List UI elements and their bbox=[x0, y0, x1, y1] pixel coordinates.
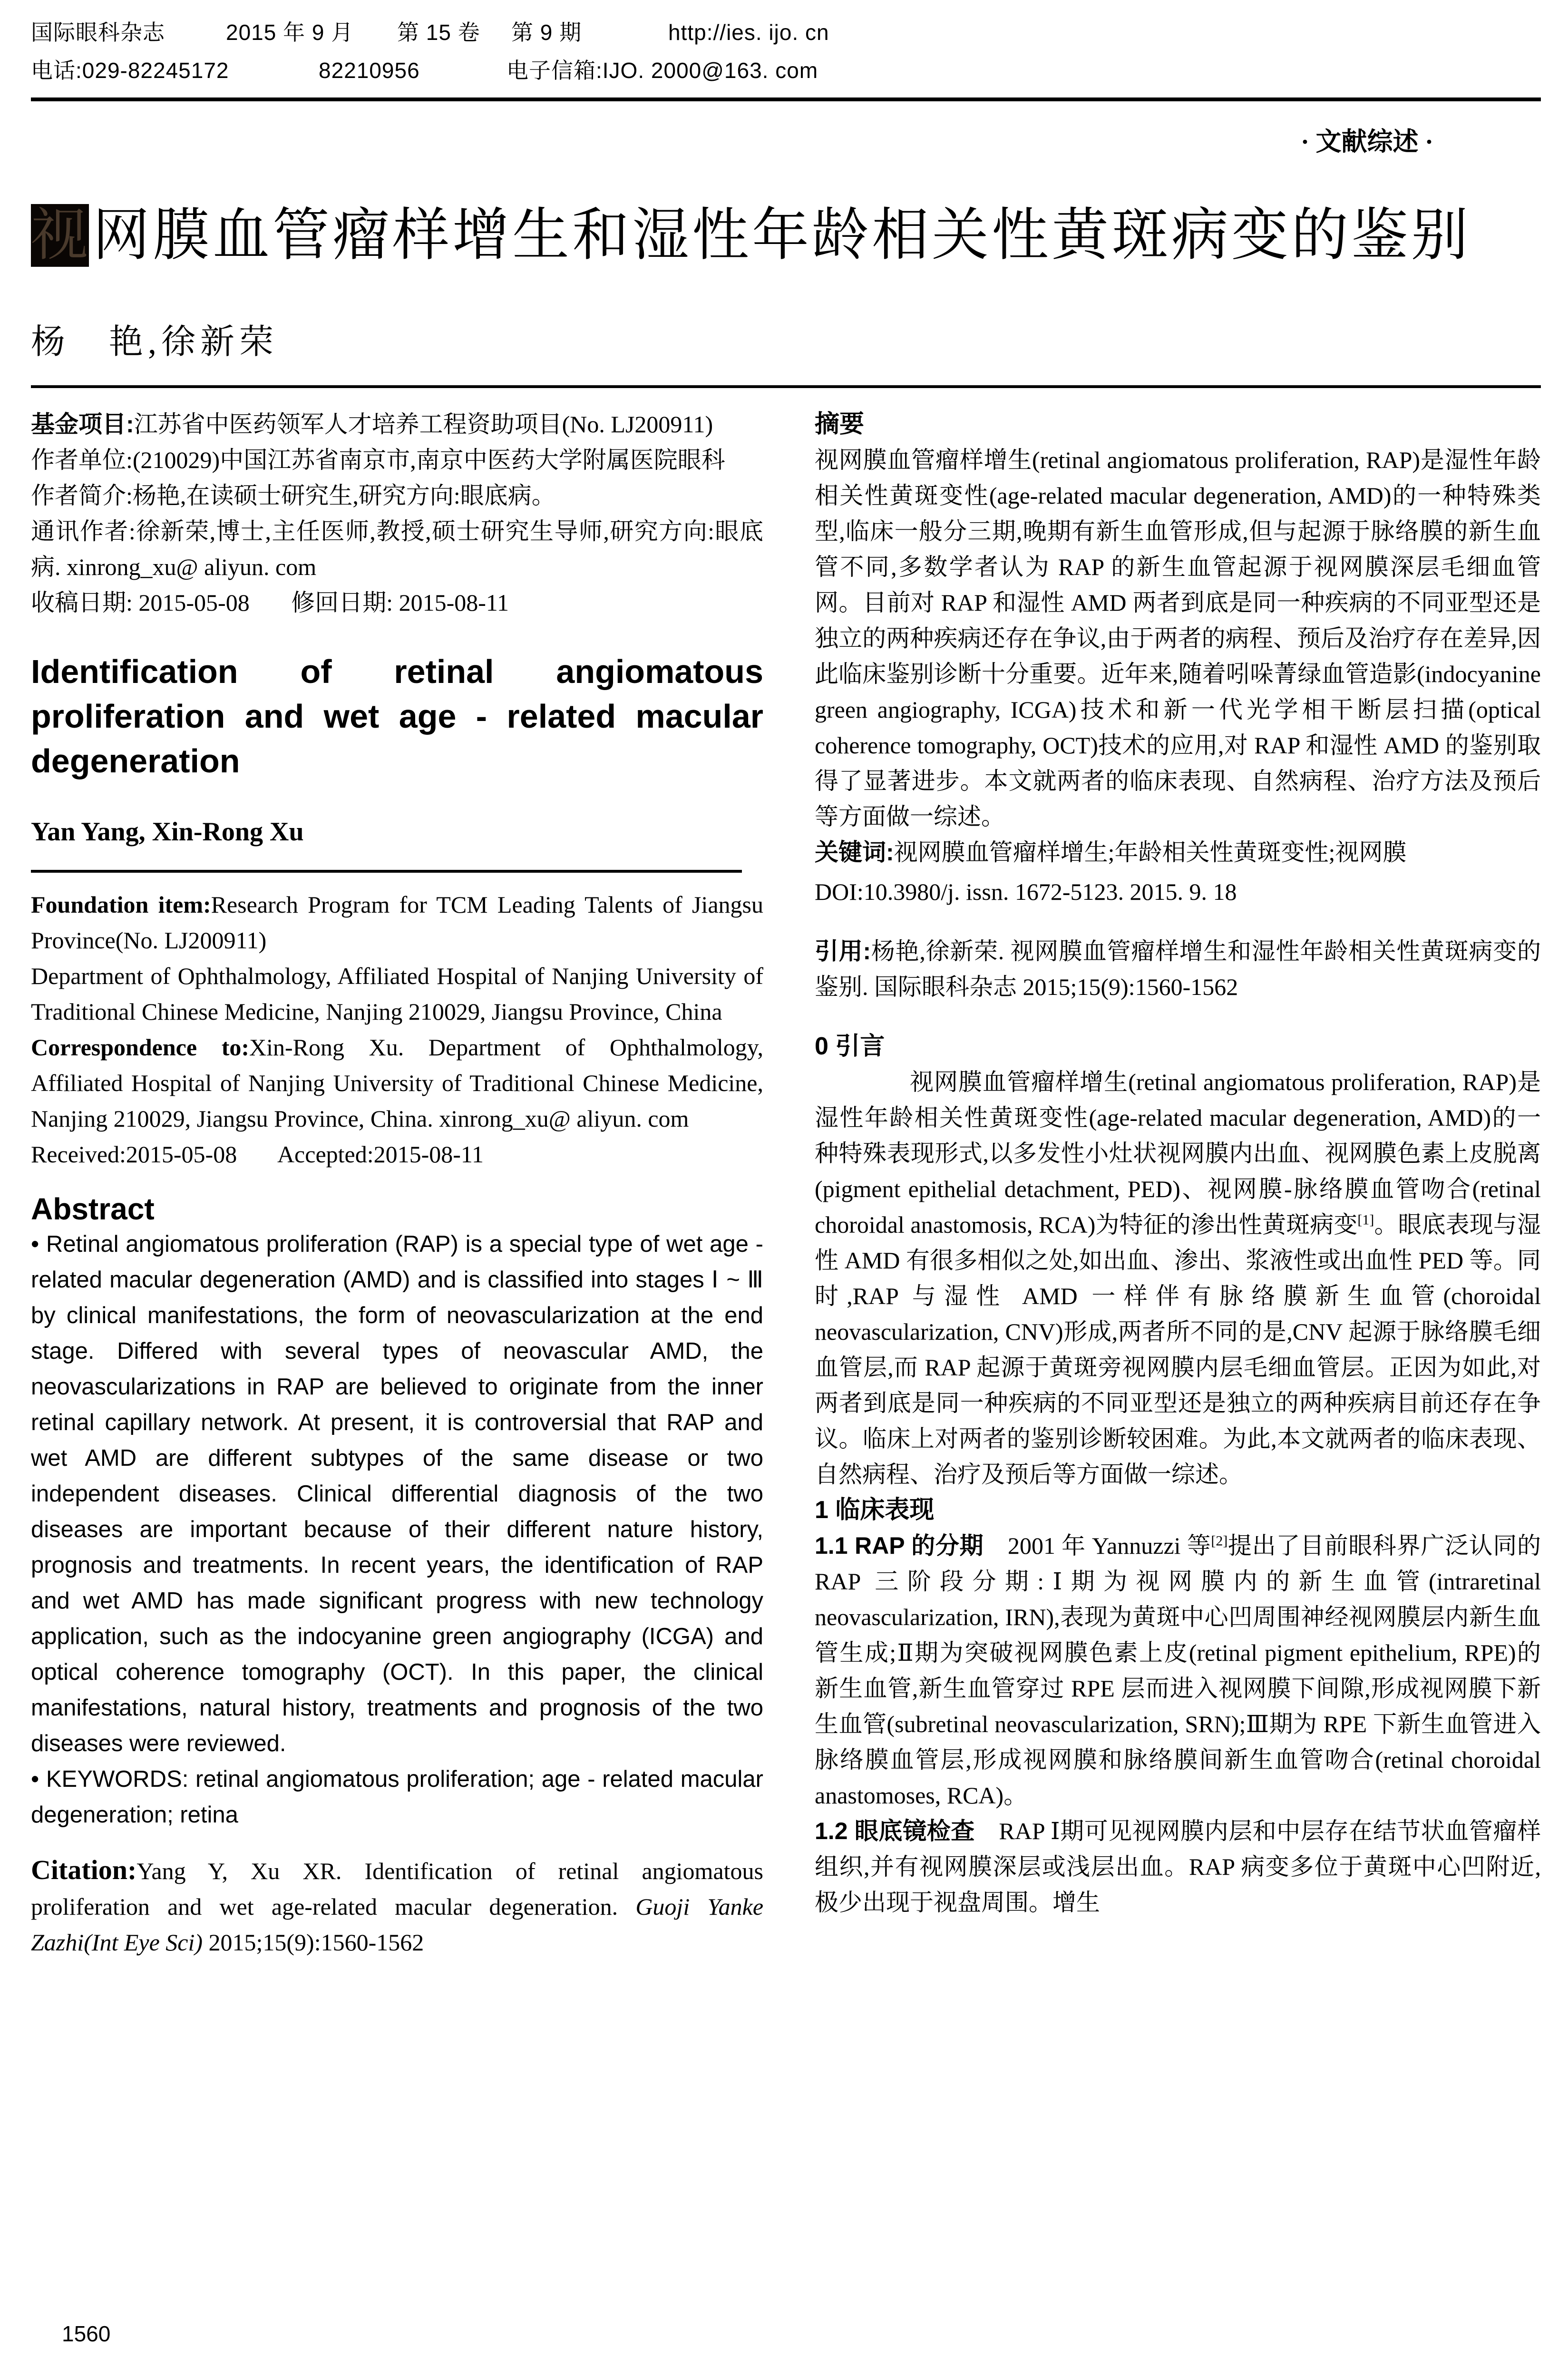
page-number: 1560 bbox=[62, 2321, 111, 2346]
keywords-text: retinal angiomatous proliferation; age - related macular degeneration; retina bbox=[31, 1766, 763, 1828]
issue-number: 第 9 期 bbox=[511, 20, 582, 45]
dates-cn bbox=[31, 585, 763, 621]
correspondence-label: Correspondence to: bbox=[31, 1034, 249, 1061]
article-title bbox=[31, 202, 1471, 269]
author-bio bbox=[31, 478, 763, 514]
intro-text-2: 。眼底表现与湿性 AMD 有很多相似之处,如出血、渗出、浆液性或出血性 PED 等。同时,RAP 与湿性 AMD 一样伴有脉络膜新生血管(choroidal neovascularization, CNV)形成,两者所不同的是,CNV 起源于脉络膜毛细血管层,而 RAP 起源于黄斑旁视网膜内层毛细血管层。正因为如此,对两者到底是同一种疾病的不同亚型还是独立的两种疾病目前还存在争议。临床上对两者的鉴别诊断较困难。为此,本文就两者的临床表现、自然病程、治疗及预后等方面做一综述。 bbox=[815, 1211, 1541, 1488]
section-1-heading: 1 临床表现 bbox=[815, 1496, 935, 1524]
fund-text: 江苏省中医药领军人才培养工程资助项目(No. LJ200911) bbox=[134, 411, 713, 438]
english-authors-rule bbox=[31, 870, 742, 873]
citation-journal: Guoji Yanke Zazhi(Int Eye Sci) bbox=[31, 1893, 764, 1956]
keywords-en bbox=[31, 1762, 763, 1833]
unit-label: 作者单位: bbox=[31, 447, 133, 473]
cn-citation-label: 引用: bbox=[815, 938, 871, 964]
section-1-1-text-1: 2001 年 Yannuzzi 等 bbox=[1007, 1532, 1211, 1559]
title-rule bbox=[31, 385, 1541, 388]
volume: 第 15 卷 bbox=[397, 20, 480, 45]
abstract-text: • Retinal angiomatous proliferation (RAP) is a special type of wet age - related macular degeneration (AMD) and is classified into stages Ⅰ ~ Ⅲ by clinical manifestations, the form of neovascularization at the end stage. Differed with several types of neovascular AMD, the neovascularizations in RAP are believed to originate from the inner retinal capillary network. At present, it is controversial that RAP and wet AMD are different subtypes of the same disease or two independent diseases. Clinical differential diagnosis of the two diseases are important because of their different nature history, prognosis and treatments. In recent years, the identification of RAP and wet AMD has made significant progress with new technology application, such as the indocyanine green angiography (ICGA) and optical coherence tomography (OCT). In this paper, the clinical manifestations, natural history, treatments and prognosis of the two diseases were reviewed. bbox=[31, 1231, 763, 1756]
english-title: Identification of retinal angiomatous proliferation and wet age - related macular degeneration bbox=[31, 653, 763, 779]
cn-citation-text: 杨艳,徐新荣. 视网膜血管瘤样增生和湿性年龄相关性黄斑病变的鉴别. 国际眼科杂志 2015;15(9):1560-1562 bbox=[815, 938, 1541, 1000]
department: Department of Ophthalmology, Affiliated Hospital of Nanjing University of Traditional Chinese Medicine, Nanjing 210029, Jiangsu Province, China bbox=[31, 963, 763, 1025]
section-1-1-heading: 1.1 RAP 的分期 bbox=[815, 1532, 984, 1559]
section-1-2 bbox=[815, 1813, 1541, 1920]
accepted-date-en: Accepted:2015-08-11 bbox=[277, 1141, 484, 1168]
received-date-cn: 收稿日期: 2015-05-08 bbox=[31, 589, 250, 616]
title-rest: 网膜血管瘤样增生和湿性年龄相关性黄斑病变的鉴别 bbox=[93, 202, 1471, 268]
correspondence bbox=[31, 1030, 763, 1137]
revised-date-cn: 修回日期: 2015-08-11 bbox=[291, 589, 509, 616]
running-header-line-1 bbox=[31, 18, 1543, 47]
abstract-heading: Abstract bbox=[31, 1192, 155, 1226]
intro-heading: 0 引言 bbox=[815, 1033, 885, 1060]
section-tag: · 文献综述 · bbox=[1301, 127, 1434, 156]
journal-name: 国际眼科杂志 bbox=[31, 20, 165, 45]
intro-paragraph bbox=[815, 1064, 1541, 1492]
foundation-item bbox=[31, 887, 763, 958]
citation bbox=[31, 1852, 763, 1960]
cn-keywords-label: 关键词: bbox=[815, 839, 894, 866]
citation-ref: 2015;15(9):1560-1562 bbox=[208, 1929, 424, 1956]
email[interactable]: 电子信箱:IJO. 2000@163. com bbox=[506, 58, 818, 83]
cn-abstract-heading: 摘要 bbox=[815, 410, 865, 438]
unit-text: (210029)中国江苏省南京市,南京中医药大学附属医院眼科 bbox=[132, 447, 725, 473]
keywords-label: • KEYWORDS: bbox=[31, 1766, 189, 1792]
section-1-1-text-2: 提出了目前眼科界广泛认同的 RAP 三阶段分期:Ⅰ期为视网膜内的新生血管(intraretinal neovascularization, IRN),表现为黄斑中心凹周围神经视网膜层内新生血管生成;Ⅱ期为突破视网膜色素上皮(retinal pigment epithelium, RPE)的新生血管,新生血管穿过 RPE 层而进入视网膜下间隙,形成视网膜下新生血管(subretinal neovascularization, SRN);Ⅲ期为 RPE 下新生血管进入脉络膜血管层,形成视网膜和脉络膜间新生血管吻合(retinal choroidal anastomoses, RCA)。 bbox=[815, 1532, 1541, 1809]
received-date-en: Received:2015-05-08 bbox=[31, 1141, 237, 1168]
english-authors: Yan Yang, Xin-Rong Xu bbox=[31, 817, 304, 847]
right-column bbox=[815, 407, 1541, 1920]
foundation-text: Research Program for TCM Leading Talents of Jiangsu Province(No. LJ200911) bbox=[31, 891, 763, 954]
bio-label: 作者简介: bbox=[31, 482, 133, 509]
citation-label: Citation: bbox=[31, 1854, 137, 1885]
ref-1[interactable]: [1] bbox=[1357, 1212, 1374, 1228]
phone: 电话:029-82245172 bbox=[31, 58, 229, 83]
cn-keywords-text: 视网膜血管瘤样增生;年龄相关性黄斑变性;视网膜 bbox=[894, 839, 1407, 866]
section-1-2-heading: 1.2 眼底镜检查 bbox=[815, 1818, 975, 1844]
cn-keywords bbox=[815, 835, 1541, 870]
intro-text-1: 视网膜血管瘤样增生(retinal angiomatous proliferation, RAP)是湿性年龄相关性黄斑变性(age-related macular degeneration, AMD)的一种特殊表现形式,以多发性小灶状视网膜内出血、视网膜色素上皮脱离(pigment epithelial detachment, PED)、视网膜-脉络膜血管吻合(retinal choroidal anastomosis, RCA)为特征的渗出性黄斑病变 bbox=[815, 1069, 1541, 1238]
bio-text: 杨艳,在读硕士研究生,研究方向:眼底病。 bbox=[132, 482, 555, 509]
header-rule bbox=[31, 97, 1541, 101]
left-column bbox=[31, 407, 763, 1960]
fund-label: 基金项目: bbox=[31, 411, 134, 438]
journal-url[interactable]: http://ies. ijo. cn bbox=[668, 20, 829, 45]
doi[interactable]: DOI:10.3980/j. issn. 1672-5123. 2015. 9. 18 bbox=[815, 878, 1237, 905]
authors-cn: 杨 艳,徐新荣 bbox=[31, 323, 279, 361]
ref-2[interactable]: [2] bbox=[1211, 1533, 1228, 1549]
citation-text: Yang Y, Xu XR. Identification of retinal angiomatous proliferation and wet age-related macular degeneration. bbox=[31, 1858, 763, 1920]
foundation-label: Foundation item: bbox=[31, 891, 211, 918]
correspondence-text: Xin-Rong Xu. Department of Ophthalmology, Affiliated Hospital of Nanjing University of Traditional Chinese Medicine, Nanjing 210029, Jiangsu Province, China. xinrong_xu@ aliyun. com bbox=[31, 1034, 763, 1132]
title-first-char-box: 视 bbox=[31, 202, 91, 268]
cn-citation bbox=[815, 934, 1541, 1005]
section-1-2-text: RAP Ⅰ期可见视网膜内层和中层存在结节状血管瘤样组织,并有视网膜深层或浅层出血。RAP 病变多位于黄斑中心凹附近,极少出现于视盘周围。增生 bbox=[815, 1818, 1541, 1916]
author-unit bbox=[31, 442, 763, 478]
section-1-1 bbox=[815, 1528, 1541, 1813]
cn-abstract-text: 视网膜血管瘤样增生(retinal angiomatous proliferation, RAP)是湿性年龄相关性黄斑变性(age-related macular degeneration, AMD)的一种特殊类型,临床一般分三期,晚期有新生血管形成,但与起源于脉络膜的新生血管不同,多数学者认为 RAP 的新生血管起源于视网膜深层毛细血管网。目前对 RAP 和湿性 AMD 两者到底是同一种疾病的不同亚型还是独立的两种疾病还存在争议,由于两者的病程、预后及治疗存在差异,因此临床鉴别诊断十分重要。近年来,随着吲哚菁绿血管造影(indocyanine green angiography, ICGA)技术和新一代光学相干断层扫描(optical coherence tomography, OCT)技术的应用,对 RAP 和湿性 AMD 的鉴别取得了显著进步。本文就两者的临床表现、自然病程、治疗方法及预后等方面做一综述。 bbox=[815, 447, 1541, 830]
running-header-line-2 bbox=[31, 56, 1543, 85]
fund-info bbox=[31, 407, 763, 442]
dates-en bbox=[31, 1137, 763, 1172]
corr-label: 通讯作者: bbox=[31, 518, 136, 545]
corr-text: 徐新荣,博士,主任医师,教授,硕士研究生导师,研究方向:眼底病. xinrong_xu@ aliyun. com bbox=[31, 518, 763, 580]
issue-date: 2015 年 9 月 bbox=[226, 20, 354, 45]
corresponding-author bbox=[31, 514, 763, 585]
phone-2: 82210956 bbox=[319, 58, 420, 83]
